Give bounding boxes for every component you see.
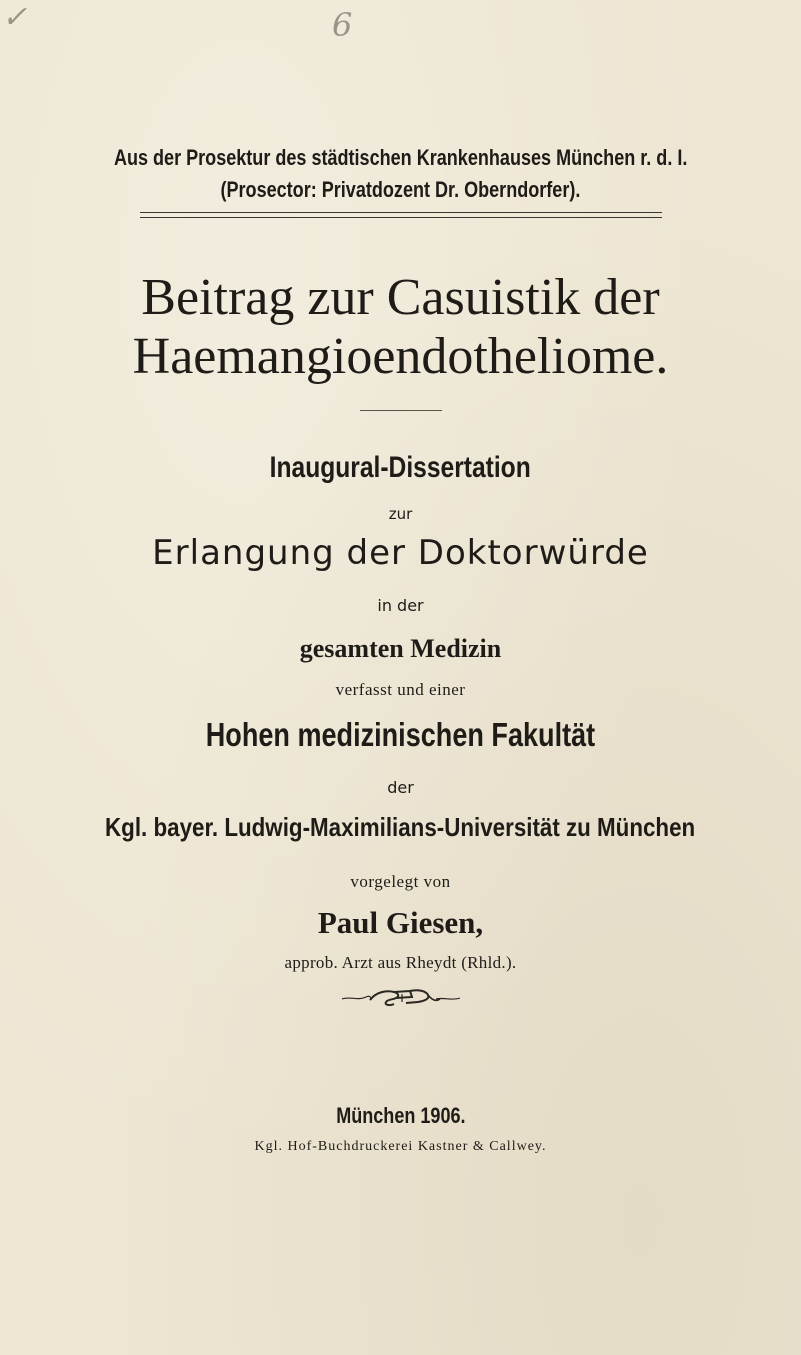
pencil-mark-top-left: ✓ — [2, 0, 28, 35]
faculty-text-inner: Hohen medizinischen Fakultät — [205, 716, 596, 753]
verfasst-text: verfasst und einer — [335, 680, 466, 699]
author-name: Paul Giesen, — [317, 905, 484, 940]
dissertation-label-text: Inaugural-Dissertation — [269, 451, 532, 484]
printers-ornament-icon — [340, 986, 462, 1015]
zur-text: zur — [388, 505, 413, 523]
institution-line-2-text: (Prosector: Privatdozent Dr. Oberndorfer). — [220, 177, 581, 202]
title-line-1: Beitrag zur Casuistik der — [141, 269, 660, 326]
author-credentials: approb. Arzt aus Rheydt (Rhld.). — [284, 953, 517, 972]
purpose-text: Erlangung der Doktorwürde — [152, 533, 649, 573]
title-line-2: Haemangioendotheliome. — [132, 328, 669, 385]
institution-line-1-text: Aus der Prosektur des städtischen Krankenhauses München r. d. I. — [113, 145, 688, 170]
imprint-place-year — [0, 1103, 801, 1129]
field-text: gesamten Medizin — [299, 634, 502, 663]
dissertation-label — [0, 451, 801, 485]
institution-line-1 — [0, 145, 801, 171]
university-text-inner: Kgl. bayer. Ludwig-Maximilians-Universität zu München — [105, 812, 696, 842]
faculty-text — [0, 716, 801, 754]
pencil-mark-top-center: 6 — [332, 6, 353, 44]
in-der-text: in der — [377, 596, 424, 615]
imprint-place-year-text: München 1906. — [335, 1103, 466, 1128]
short-rule-divider — [360, 410, 442, 411]
double-rule-divider — [140, 212, 662, 218]
university-text — [0, 812, 801, 843]
der-text: der — [387, 778, 414, 797]
institution-line-2 — [0, 177, 801, 203]
imprint-printer: Kgl. Hof-Buchdruckerei Kastner & Callwey. — [254, 1139, 547, 1154]
vorgelegt-text: vorgelegt von — [350, 872, 451, 891]
